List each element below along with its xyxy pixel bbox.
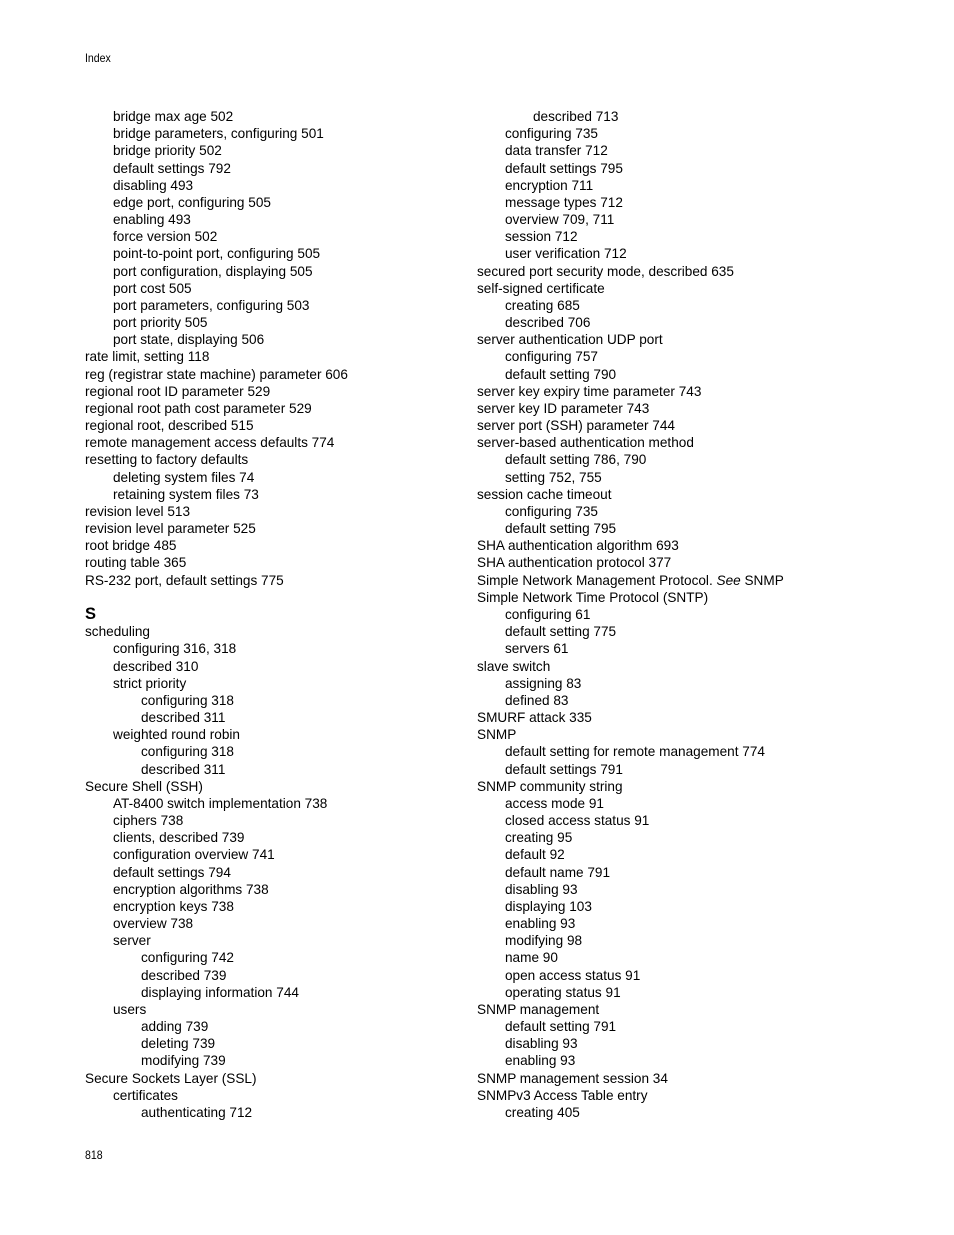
index-entry-text: bridge max age 502 <box>113 109 234 124</box>
index-entry <box>85 537 505 554</box>
index-entry <box>477 658 897 675</box>
index-entry-text: default setting 775 <box>505 624 617 640</box>
index-entry <box>85 898 505 915</box>
index-entry-text: modifying 98 <box>505 933 583 949</box>
index-entry-text: authenticating 712 <box>141 1104 253 1120</box>
index-entry <box>477 606 897 623</box>
index-entry-text: session 712 <box>505 229 578 245</box>
index-entry <box>85 554 505 571</box>
index-entry-text: modifying 739 <box>141 1053 226 1069</box>
index-entry-text: Simple Network Management Protocol. <box>477 572 717 588</box>
index-entry <box>85 949 505 966</box>
index-entry <box>477 1087 897 1104</box>
index-entry-text: displaying information 744 <box>141 984 299 1000</box>
index-entry <box>477 1035 897 1052</box>
index-entry <box>85 743 505 760</box>
running-header: Index <box>85 51 111 65</box>
index-entry-text: default settings 792 <box>113 160 231 176</box>
index-entry <box>85 348 505 365</box>
index-entry-text: disabling 93 <box>505 881 578 897</box>
index-entry-text: default name 791 <box>505 864 611 880</box>
index-entry <box>477 211 897 228</box>
index-entry-text: Simple Network Time Protocol (SNTP) <box>477 589 709 605</box>
index-entry-text: server <box>113 933 151 949</box>
index-entry-text: resetting to factory defaults <box>85 452 249 468</box>
index-entries-group <box>85 623 505 1121</box>
index-entry-text: ciphers 738 <box>113 813 184 829</box>
index-entry-text: described 310 <box>113 658 199 674</box>
index-entry <box>85 1087 505 1104</box>
index-entry <box>477 383 897 400</box>
index-entry-text: encryption 711 <box>505 177 594 193</box>
index-entry-text: server key expiry time parameter 743 <box>477 383 702 399</box>
index-entry-text: force version 502 <box>113 229 218 245</box>
index-entry-text: configuring 735 <box>505 126 598 142</box>
index-entry-text: port parameters, configuring 503 <box>113 297 310 313</box>
index-entry <box>85 967 505 984</box>
index-entry <box>477 829 897 846</box>
index-entry <box>477 898 897 915</box>
index-entry <box>85 366 505 383</box>
index-entry <box>85 108 505 125</box>
index-entry <box>477 1001 897 1018</box>
index-entry <box>85 675 505 692</box>
index-entry-text: default setting for remote management 774 <box>505 744 765 760</box>
index-entry <box>85 280 505 297</box>
index-entry-text: default setting 786, 790 <box>505 452 647 468</box>
index-entry <box>85 572 505 589</box>
index-entry-text: described 706 <box>505 315 591 331</box>
index-entry-text: name 90 <box>505 950 558 966</box>
index-entry <box>477 572 897 589</box>
index-entry <box>85 812 505 829</box>
index-entry <box>477 263 897 280</box>
index-entry <box>85 864 505 881</box>
index-entry <box>477 984 897 1001</box>
index-entry <box>85 778 505 795</box>
index-entry-text: default setting 790 <box>505 366 617 382</box>
index-entry-text: enabling 93 <box>505 916 576 932</box>
index-entry-text: default 92 <box>505 847 565 863</box>
index-entry-text: edge port, configuring 505 <box>113 194 271 210</box>
page-number: 818 <box>85 1148 103 1162</box>
index-entry <box>477 177 897 194</box>
index-entry <box>477 932 897 949</box>
index-entry-text: deleting system files 74 <box>113 469 255 485</box>
index-entry <box>477 692 897 709</box>
see-reference-label: See <box>716 572 741 588</box>
index-entry-text: SNMP <box>477 727 517 743</box>
index-entry <box>477 245 897 262</box>
index-entry-text: secured port security mode, described 635 <box>477 263 734 279</box>
index-entry-text: root bridge 485 <box>85 538 177 554</box>
index-entry <box>477 503 897 520</box>
index-entry-text: strict priority <box>113 675 187 691</box>
index-entry <box>477 469 897 486</box>
index-entry <box>477 1070 897 1087</box>
index-entry-text: server key ID parameter 743 <box>477 400 650 416</box>
index-entry-text: bridge priority 502 <box>113 143 222 159</box>
index-entry-text: SNMP management <box>477 1001 600 1017</box>
index-entry <box>477 1018 897 1035</box>
index-entry <box>477 366 897 383</box>
index-entry-text: default settings 795 <box>505 160 623 176</box>
index-entry-text: RS-232 port, default settings 775 <box>85 572 284 588</box>
index-entry <box>85 486 505 503</box>
index-entry <box>477 881 897 898</box>
index-entry <box>477 348 897 365</box>
index-entry <box>477 640 897 657</box>
index-entry-text: weighted round robin <box>113 727 240 743</box>
index-entry-text: configuration overview 741 <box>113 847 275 863</box>
see-reference-target: SNMP <box>740 572 784 588</box>
index-entry-text: bridge parameters, configuring 501 <box>113 126 324 142</box>
index-entry-text: routing table 365 <box>85 555 187 571</box>
index-entry <box>477 228 897 245</box>
index-entry-text: revision level parameter 525 <box>85 521 256 537</box>
index-entry-text: scheduling <box>85 624 150 640</box>
index-entry-text: overview 738 <box>113 916 194 932</box>
index-entry <box>85 503 505 520</box>
index-entry <box>477 795 897 812</box>
index-entry <box>85 623 505 640</box>
index-entry <box>85 228 505 245</box>
index-entry <box>85 331 505 348</box>
index-entry-text: regional root ID parameter 529 <box>85 383 271 399</box>
index-entry-text: described 311 <box>141 761 226 777</box>
index-entry-text: server-based authentication method <box>477 435 694 451</box>
index-entry <box>85 1052 505 1069</box>
index-entry <box>85 469 505 486</box>
index-entry <box>85 160 505 177</box>
index-entry <box>477 537 897 554</box>
index-entry-text: servers 61 <box>505 641 569 657</box>
index-entry-text: SHA authentication protocol 377 <box>477 555 672 571</box>
index-entry-text: reg (registrar state machine) parameter 606 <box>85 366 348 382</box>
index-entry <box>477 778 897 795</box>
index-entry-text: encryption keys 738 <box>113 898 234 914</box>
index-entry <box>85 177 505 194</box>
index-entry <box>85 761 505 778</box>
index-entry-text: certificates <box>113 1087 178 1103</box>
index-entry-text: closed access status 91 <box>505 813 650 829</box>
index-entry-text: configuring 318 <box>141 692 234 708</box>
index-entry-text: user verification 712 <box>505 246 627 262</box>
index-entry <box>477 486 897 503</box>
index-entry <box>85 125 505 142</box>
index-entry-text: Secure Sockets Layer (SSL) <box>85 1070 257 1086</box>
index-entry <box>85 709 505 726</box>
index-entry <box>477 967 897 984</box>
index-entry <box>477 280 897 297</box>
index-entry <box>477 554 897 571</box>
index-entry <box>477 949 897 966</box>
index-entry-text: adding 739 <box>141 1019 209 1035</box>
index-entry <box>85 1001 505 1018</box>
index-entry <box>477 417 897 434</box>
index-entry <box>477 1104 897 1121</box>
index-entry <box>85 658 505 675</box>
index-entry <box>85 142 505 159</box>
index-entry <box>477 400 897 417</box>
index-entry-text: configuring 316, 318 <box>113 641 237 657</box>
index-entry <box>85 1070 505 1087</box>
index-entry <box>477 761 897 778</box>
index-entry <box>477 623 897 640</box>
index-entry-text: point-to-point port, configuring 505 <box>113 246 321 262</box>
index-entry-text: creating 405 <box>505 1104 580 1120</box>
index-entry-text: AT-8400 switch implementation 738 <box>113 795 328 811</box>
index-entry-text: regional root path cost parameter 529 <box>85 400 312 416</box>
index-entry-text: creating 685 <box>505 297 580 313</box>
index-entry-text: self-signed certificate <box>477 280 605 296</box>
index-entry-text: deleting 739 <box>141 1036 216 1052</box>
index-entry <box>477 297 897 314</box>
index-entry <box>85 1035 505 1052</box>
index-entry-text: access mode 91 <box>505 795 604 811</box>
index-entry-text: port state, displaying 506 <box>113 332 265 348</box>
index-entry-text: SNMPv3 Access Table entry <box>477 1087 648 1103</box>
index-entry <box>477 314 897 331</box>
index-entry-text: default settings 794 <box>113 864 231 880</box>
index-entry-text: SHA authentication algorithm 693 <box>477 538 679 554</box>
index-entry <box>85 451 505 468</box>
index-entry-text: configuring 318 <box>141 744 234 760</box>
index-entry <box>477 846 897 863</box>
index-entry-text: configuring 61 <box>505 606 591 622</box>
index-entry-text: session cache timeout <box>477 486 612 502</box>
index-entry-text: port configuration, displaying 505 <box>113 263 313 279</box>
index-entry <box>477 915 897 932</box>
index-entry <box>477 108 897 125</box>
index-entry <box>477 451 897 468</box>
index-entry-text: Secure Shell (SSH) <box>85 778 203 794</box>
index-entry <box>85 795 505 812</box>
index-entries-group <box>477 108 897 1121</box>
index-entry-text: configuring 742 <box>141 950 234 966</box>
index-entry <box>477 331 897 348</box>
index-entry-text: described 713 <box>533 109 619 124</box>
index-entry-text: clients, described 739 <box>113 830 245 846</box>
index-entry-text: regional root, described 515 <box>85 418 254 434</box>
index-entry <box>477 194 897 211</box>
index-entry-text: configuring 735 <box>505 503 598 519</box>
index-entry-text: enabling 93 <box>505 1053 576 1069</box>
index-entry-text: assigning 83 <box>505 675 582 691</box>
index-entry <box>477 142 897 159</box>
index-entry-text: disabling 493 <box>113 177 194 193</box>
index-entry-text: server port (SSH) parameter 744 <box>477 418 675 434</box>
index-entry <box>85 400 505 417</box>
index-entry-text: SNMP management session 34 <box>477 1070 668 1086</box>
index-entry <box>477 1052 897 1069</box>
index-entry <box>477 160 897 177</box>
index-entry <box>85 881 505 898</box>
index-entry <box>85 829 505 846</box>
index-entry <box>477 743 897 760</box>
index-entry-text: setting 752, 755 <box>505 469 602 485</box>
index-entry-text: SNMP community string <box>477 778 623 794</box>
index-entry-text: default setting 795 <box>505 521 617 537</box>
index-entry <box>477 812 897 829</box>
index-entry-text: enabling 493 <box>113 212 191 228</box>
index-entry-text: revision level 513 <box>85 503 191 519</box>
index-entry <box>85 211 505 228</box>
index-entry-text: creating 95 <box>505 830 573 846</box>
index-entry <box>85 1104 505 1121</box>
section-spacer <box>85 589 505 606</box>
index-entry <box>477 675 897 692</box>
index-entry-text: users <box>113 1001 147 1017</box>
index-entry-text: open access status 91 <box>505 967 641 983</box>
index-entry <box>85 692 505 709</box>
index-entry-text: retaining system files 73 <box>113 486 259 502</box>
index-entry <box>85 932 505 949</box>
index-entry <box>477 520 897 537</box>
index-entry <box>85 1018 505 1035</box>
index-column-left <box>85 108 505 1121</box>
index-entry-text: data transfer 712 <box>505 143 608 159</box>
index-entry-text: displaying 103 <box>505 898 592 914</box>
index-entry <box>85 640 505 657</box>
index-entry <box>85 434 505 451</box>
index-entry <box>85 297 505 314</box>
index-entry <box>85 263 505 280</box>
index-entry <box>85 383 505 400</box>
index-entries-group <box>85 108 505 589</box>
index-entry <box>85 520 505 537</box>
index-entry-text: described 739 <box>141 967 227 983</box>
index-entry <box>477 125 897 142</box>
index-entry-text: encryption algorithms 738 <box>113 881 269 897</box>
index-entry <box>477 589 897 606</box>
index-entry <box>477 434 897 451</box>
index-entry-text: operating status 91 <box>505 984 621 1000</box>
index-column-right <box>477 108 897 1121</box>
index-entry <box>85 915 505 932</box>
index-entry-text: remote management access defaults 774 <box>85 435 335 451</box>
index-entry-text: port priority 505 <box>113 315 208 331</box>
index-entry-text: default setting 791 <box>505 1019 617 1035</box>
index-entry <box>85 984 505 1001</box>
index-entry <box>477 864 897 881</box>
index-entry <box>477 709 897 726</box>
section-letter: S <box>85 604 97 623</box>
index-entry <box>85 245 505 262</box>
index-entry-text: message types 712 <box>505 194 623 210</box>
index-entry-text: port cost 505 <box>113 280 192 296</box>
index-entry-text: defined 83 <box>505 692 569 708</box>
index-entry-text: overview 709, 711 <box>505 212 615 228</box>
index-entry-text: configuring 757 <box>505 349 598 365</box>
index-entry-text: server authentication UDP port <box>477 332 663 348</box>
index-entry-text: SMURF attack 335 <box>477 710 592 726</box>
index-entry <box>85 417 505 434</box>
index-entry <box>85 846 505 863</box>
index-entry <box>477 726 897 743</box>
index-entry-text: disabling 93 <box>505 1036 578 1052</box>
index-entry-text: slave switch <box>477 658 551 674</box>
index-entry-text: rate limit, setting 118 <box>85 349 210 365</box>
index-entry <box>85 726 505 743</box>
index-entry-text: default settings 791 <box>505 761 623 777</box>
index-entry <box>85 314 505 331</box>
index-entry-text: described 311 <box>141 710 226 726</box>
index-entry <box>85 194 505 211</box>
